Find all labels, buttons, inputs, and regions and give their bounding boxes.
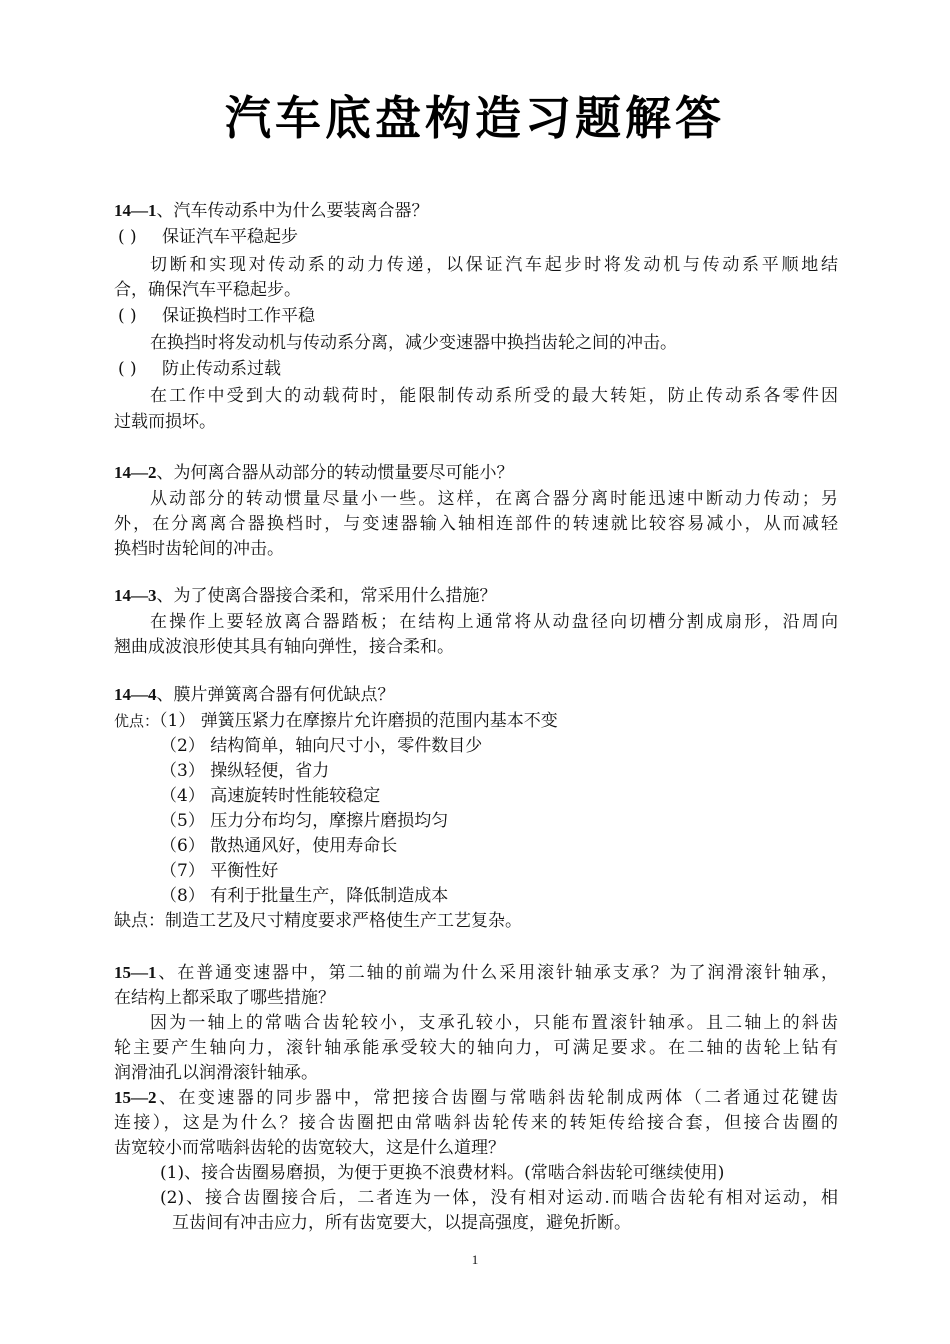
answer-line: 外，在分离离合器换档时，与变速器输入轴相连部件的转速就比较容易减小，从而减轻	[114, 514, 838, 534]
question-text: 、为何离合器从动部分的转动惯量要尽可能小？	[156, 463, 514, 483]
answer-line: 轮主要产生轴向力，滚针轴承能承受较大的轴向力，可满足要求。在二轴的齿轮上钻有	[114, 1038, 838, 1058]
advantage-item-2: （2） 结构简单，轴向尺寸小，零件数目少	[160, 736, 483, 756]
disadvantages-line: 缺点：制造工艺及尺寸精度要求严格使生产工艺复杂。	[114, 911, 522, 931]
question-number: 14—1	[114, 201, 157, 220]
advantage-item-6: （6） 散热通风好，使用寿命长	[160, 836, 398, 856]
blank-paren: ( )	[118, 359, 137, 379]
question-number: 15—1	[114, 963, 157, 982]
blank-paren: ( )	[118, 227, 137, 247]
question-text-cont: 在结构上都采取了哪些措施？	[114, 988, 335, 1008]
option-3	[118, 357, 842, 381]
advantage-text: （1） 弹簧压紧力在摩擦片允许磨损的范围内基本不变	[159, 711, 558, 731]
question-14-3	[114, 584, 838, 608]
blank-paren: ( )	[118, 306, 137, 326]
question-number: 14—4	[114, 685, 157, 704]
answer-line: 在操作上要轻放离合器踏板；在结构上通常将从动盘径向切槽分割成扇形，沿周向	[150, 612, 838, 632]
advantage-item-1	[114, 709, 838, 733]
answer-line: 从动部分的转动惯量尽量小一些。这样，在离合器分离时能迅速中断动力传动；另	[150, 489, 838, 509]
advantage-item-8: （8） 有利于批量生产，降低制造成本	[160, 886, 449, 906]
advantages-label: 优点：	[114, 712, 160, 730]
answer-line: 换档时齿轮间的冲击。	[114, 539, 284, 559]
page-title: 汽车底盘构造习题解答	[225, 91, 725, 145]
answer-line: 切断和实现对传动系的动力传递，以保证汽车起步时将发动机与传动系平顺地结	[150, 255, 838, 275]
answer-line: 润滑油孔以润滑滚针轴承。	[114, 1063, 318, 1083]
question-text: 、膜片弹簧离合器有何优缺点？	[156, 685, 395, 705]
question-text: 、为了使离合器接合柔和，常采用什么措施？	[156, 586, 497, 606]
advantage-item-4: （4） 高速旋转时性能较稳定	[160, 786, 381, 806]
option-text: 防止传动系过载	[162, 359, 281, 379]
answer-line: (2)、接合齿圈接合后，二者连为一体，没有相对运动.而啮合齿轮有相对运动，相	[160, 1188, 838, 1208]
advantage-item-3: （3） 操纵轻便，省力	[160, 761, 330, 781]
answer-line: 合，确保汽车平稳起步。	[114, 280, 301, 300]
question-15-2	[114, 1086, 838, 1110]
page-number: 1	[471, 1252, 479, 1267]
answer-line: 在工作中受到大的动载荷时，能限制传动系所受的最大转矩，防止传动系各零件因	[150, 386, 838, 406]
question-text: 、汽车传动系中为什么要装离合器？	[156, 201, 429, 221]
option-2	[118, 304, 842, 328]
question-14-1	[114, 199, 838, 223]
question-text: 、在变速器的同步器中，常把接合齿圈与常啮斜齿轮制成两体（二者通过花键齿	[156, 1088, 838, 1108]
question-14-4	[114, 683, 838, 707]
question-text-cont: 齿宽较小而常啮斜齿轮的齿宽较大，这是什么道理？	[114, 1138, 505, 1158]
question-number: 14—3	[114, 586, 157, 605]
answer-line: 过载而损坏。	[114, 412, 216, 432]
advantage-item-7: （7） 平衡性好	[160, 861, 279, 881]
advantage-item-5: （5） 压力分布均匀，摩擦片磨损均匀	[160, 811, 449, 831]
answer-line: 翘曲成波浪形使其具有轴向弹性，接合柔和。	[114, 637, 454, 657]
answer-line: (1)、接合齿圈易磨损，为便于更换不浪费材料。(常啮合斜齿轮可继续使用)	[160, 1163, 725, 1183]
option-text: 保证汽车平稳起步	[162, 227, 298, 247]
question-15-1	[114, 961, 838, 985]
question-number: 15—2	[114, 1088, 157, 1107]
answer-line: 在换挡时将发动机与传动系分离，减少变速器中换挡齿轮之间的冲击。	[150, 333, 677, 353]
answer-line: 互齿间有冲击应力，所有齿宽要大，以提高强度，避免折断。	[172, 1213, 631, 1233]
option-text: 保证换档时工作平稳	[162, 306, 315, 326]
question-text: 、在普通变速器中，第二轴的前端为什么采用滚针轴承支承？为了润滑滚针轴承，	[156, 963, 838, 983]
option-1	[118, 225, 842, 249]
question-number: 14—2	[114, 463, 157, 482]
question-14-2	[114, 461, 838, 485]
answer-line: 因为一轴上的常啮合齿轮较小，支承孔较小，只能布置滚针轴承。且二轴上的斜齿	[150, 1013, 838, 1033]
question-text-cont: 连接），这是为什么？接合齿圈把由常啮斜齿轮传来的转矩传给接合套，但接合齿圈的	[114, 1113, 838, 1133]
